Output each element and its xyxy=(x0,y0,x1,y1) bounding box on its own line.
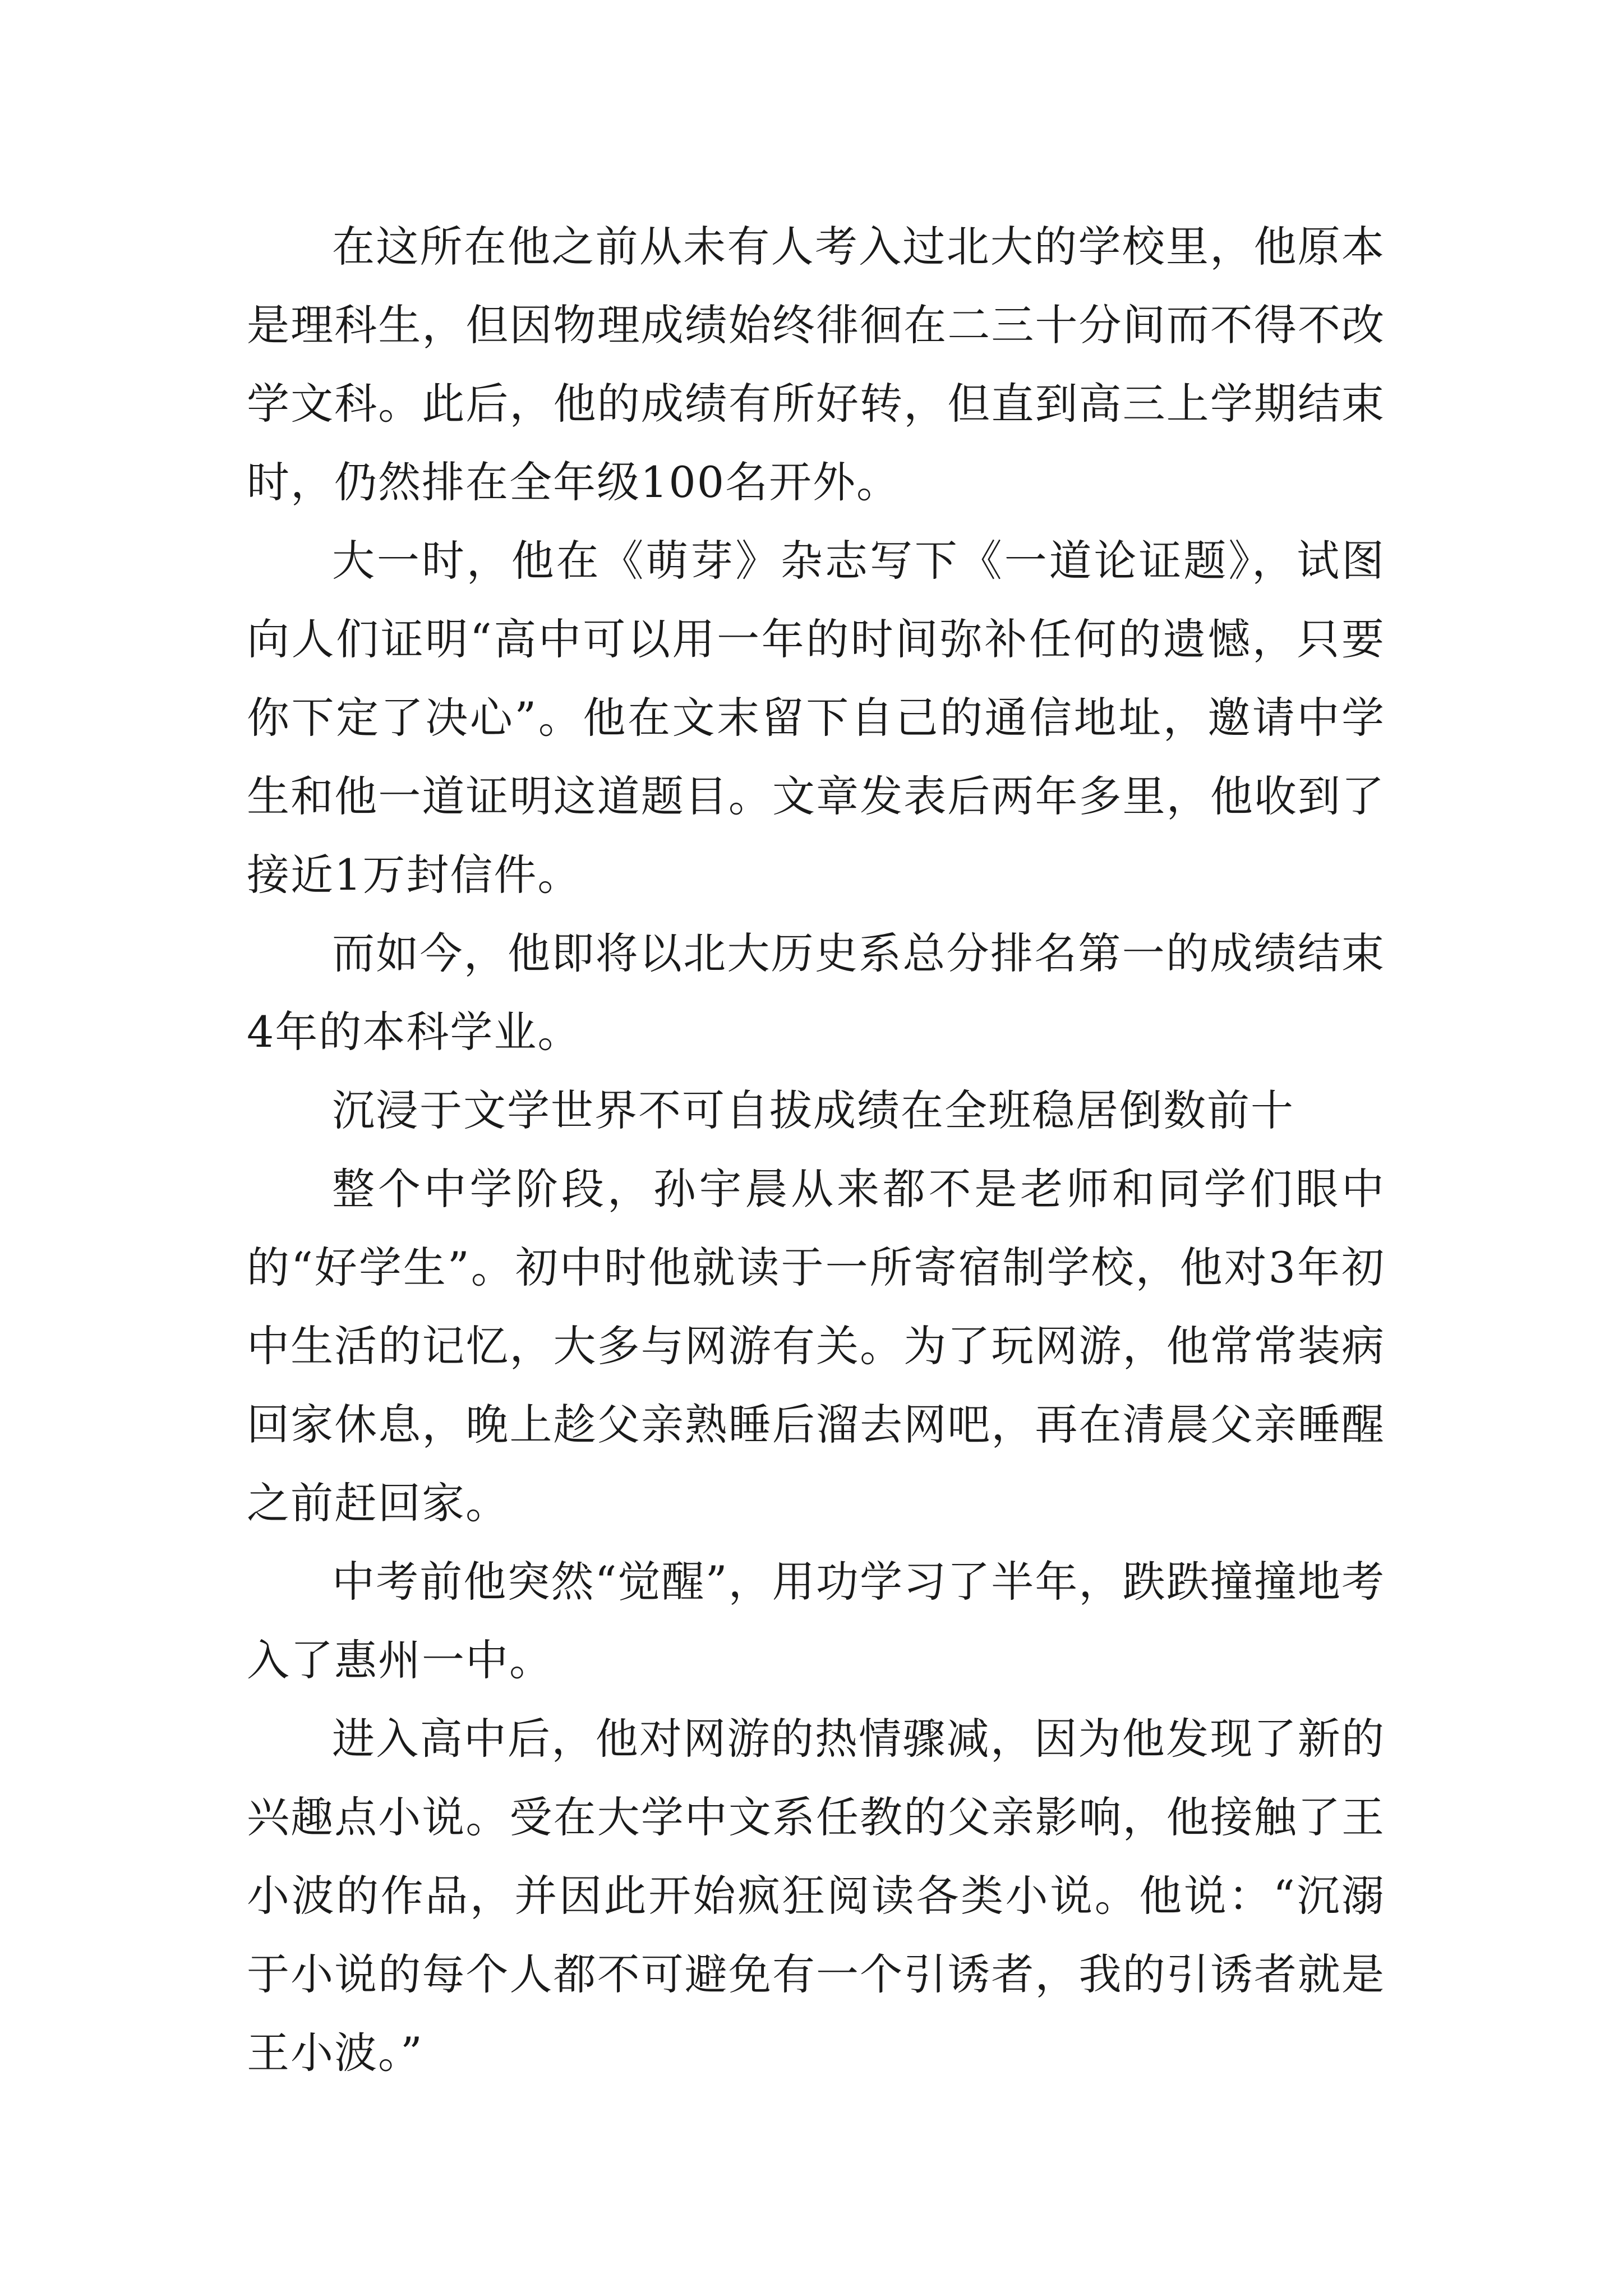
paragraph-2: 大一时，他在《萌芽》杂志写下《一道论证题》，试图向人们证明“高中可以用一年的时间弥补任何的遗憾，只要你下定了决心”。他在文末留下自己的通信地址，邀请中学生和他一道证明这道题目。文章发表后两年多里，他收到了接近1万封信件。 xyxy=(247,536,1385,900)
paragraph-3: 而如今，他即将以北大历史系总分排名第一的成绩结束4年的本科学业。 xyxy=(247,928,1385,1057)
article-body xyxy=(247,208,1385,2092)
paragraph-5: 中考前他突然“觉醒”，用功学习了半年，跌跌撞撞地考入了惠州一中。 xyxy=(247,1557,1385,1685)
paragraph-6: 进入高中后，他对网游的热情骤减，因为他发现了新的兴趣点小说。受在大学中文系任教的父亲影响，他接触了王小波的作品，并因此开始疯狂阅读各类小说。他说：“沉溺于小说的每个人都不可避免有一个引诱者，我的引诱者就是王小波。” xyxy=(247,1714,1385,2078)
paragraph-1: 在这所在他之前从未有人考入过北大的学校里，他原本是理科生，但因物理成绩始终徘徊在二三十分间而不得不改学文科。此后，他的成绩有所好转，但直到高三上学期结束时，仍然排在全年级100名开外。 xyxy=(247,222,1385,507)
section-heading: 沉浸于文学世界不可自拔成绩在全班稳居倒数前十 xyxy=(332,1085,1294,1135)
paragraph-4: 整个中学阶段，孙宇晨从来都不是老师和同学们眼中的“好学生”。初中时他就读于一所寄宿制学校，他对3年初中生活的记忆，大多与网游有关。为了玩网游，他常常装病回家休息，晚上趁父亲熟睡后溜去网吧，再在清晨父亲睡醒之前赶回家。 xyxy=(247,1164,1385,1528)
